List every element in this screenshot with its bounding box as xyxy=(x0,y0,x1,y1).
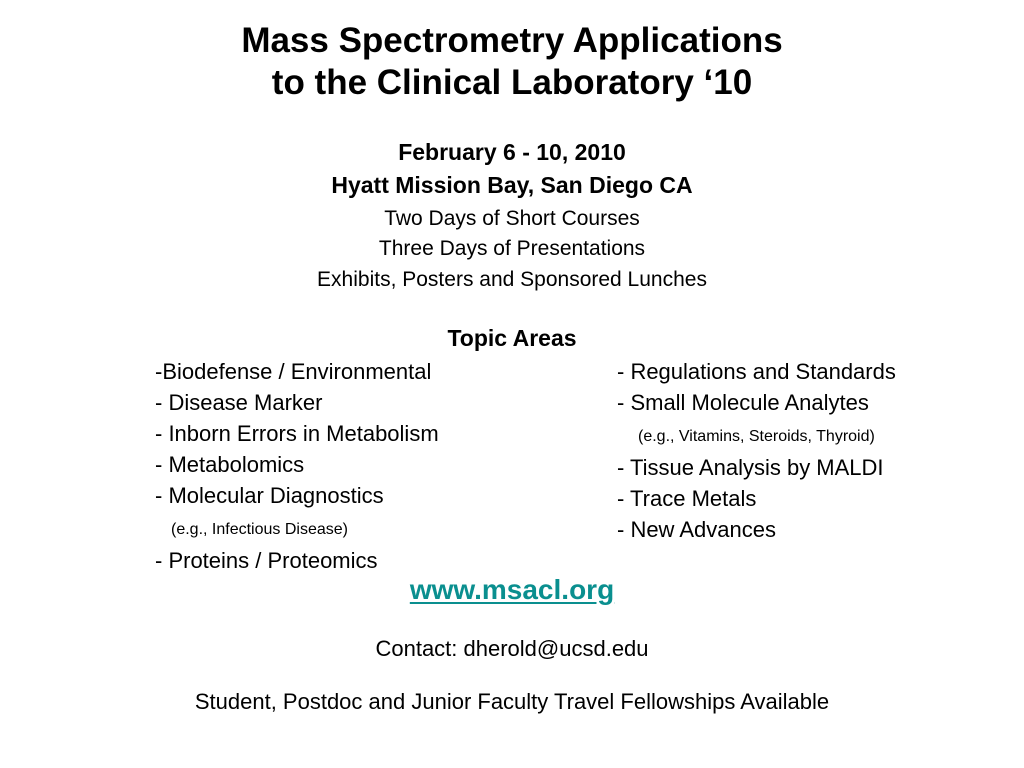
topic-item: - Disease Marker xyxy=(155,390,323,415)
topic-areas-heading: Topic Areas xyxy=(447,325,577,351)
title-line-1: Mass Spectrometry Applications xyxy=(241,21,783,60)
website-link[interactable]: www.msacl.org xyxy=(409,574,615,605)
topic-list-right xyxy=(617,356,896,545)
topic-item: - Tissue Analysis by MALDI xyxy=(617,455,884,480)
event-detail-exhibits: Exhibits, Posters and Sponsored Lunches xyxy=(317,268,707,291)
topic-note-text: (e.g., Vitamins, Steroids, Thyroid) xyxy=(638,428,875,445)
event-venue: Hyatt Mission Bay, San Diego CA xyxy=(331,172,693,198)
topic-item: - Trace Metals xyxy=(617,486,757,511)
website-row xyxy=(0,574,1024,606)
event-detail-presentations: Three Days of Presentations xyxy=(378,237,646,260)
topic-item-note xyxy=(155,511,439,545)
topic-item: - New Advances xyxy=(617,517,776,542)
page-title xyxy=(0,20,1024,104)
title-line-2: to the Clinical Laboratory ‘10 xyxy=(271,63,753,102)
topic-item: - Molecular Diagnostics xyxy=(155,483,384,508)
topic-item-note xyxy=(617,418,896,452)
topic-list-left xyxy=(155,356,439,576)
contact-line: Contact: dherold@ucsd.edu xyxy=(375,636,649,661)
topic-item: - Inborn Errors in Metabolism xyxy=(155,421,439,446)
topic-item: - Proteins / Proteomics xyxy=(155,548,378,573)
fellowships-line: Student, Postdoc and Junior Faculty Travel Fellowships Available xyxy=(194,689,830,714)
event-dates: February 6 - 10, 2010 xyxy=(398,139,626,165)
topic-item: - Regulations and Standards xyxy=(617,359,896,384)
topic-item: - Metabolomics xyxy=(155,452,305,477)
event-detail-short-courses: Two Days of Short Courses xyxy=(384,207,640,230)
topic-item: -Biodefense / Environmental xyxy=(155,359,432,384)
topic-item: - Small Molecule Analytes xyxy=(617,390,869,415)
topic-note-text: (e.g., Infectious Disease) xyxy=(171,521,348,538)
